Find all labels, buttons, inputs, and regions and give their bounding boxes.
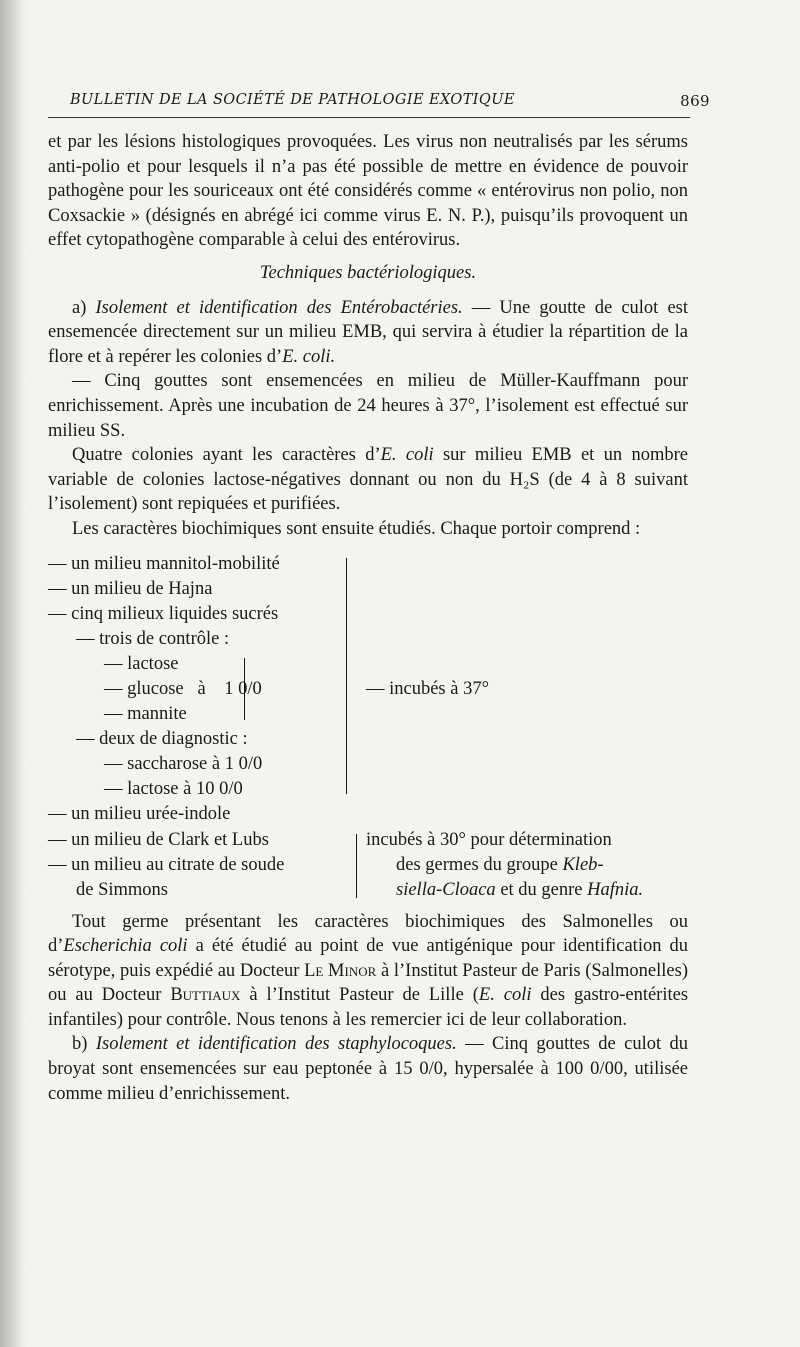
list-item: — glucose à 1 0/0 xyxy=(104,678,262,699)
brace-small xyxy=(244,658,245,720)
paragraph-cinq-gouttes: — Cinq gouttes sont ensemencées en milieu de Müller-Kauffmann pour enrichissement. Après une incubation de 24 heures à 37°, l’isolement est effectué sur milieu SS. xyxy=(48,371,688,441)
subsection-heading-a: Isolement et identification des Entérobactéries. xyxy=(95,297,463,318)
incubation-note-30: incubés à 30° pour détermination xyxy=(366,829,612,850)
page-number: 869 xyxy=(680,92,710,110)
paragraph-staphylocoques: b) Isolement et identification des staphylocoques. — Cinq gouttes de culot du broyat sont ensemencées sur eau peptonée à 15 0/0, hypersalée à 100 0/00, utilisée comme milieu d’enrichissement. xyxy=(48,1034,689,1104)
paragraph-enterobacteries: a) Isolement et identification des Entérobactéries. — Une goutte de culot est ensemencée directement sur un milieu EMB, qui servira à étudier la répartition de la flore et à repérer les colonies d’E. coli. xyxy=(48,297,688,367)
paragraph-quatre-colonies: Quatre colonies ayant les caractères d’E. coli sur milieu EMB et un nombre variable de colonies lactose-négatives donnant ou non du H₂S (de 4 à 8 suivant l’isolement) sont repiquées et purifiées. xyxy=(48,445,688,515)
paragraph-tout-germe: Tout germe présentant les caractères biochimiques des Salmonelles ou d’Escherichia coli a été étudié au point de vue antigénique pour identification du sérotype, puis expédié au Docteur Le Minor à l’Institut Pasteur de Paris (Salmonelles) ou au Docteur Buttiaux à l’Institut Pasteur de Lille (E. coli des gastro-entérites infantiles) pour contrôle. Nous tenons à les remercier ici de leur collaboration. xyxy=(48,911,689,1030)
paragraph-caracteres: Les caractères biochimiques sont ensuite étudiés. Chaque portoir comprend : xyxy=(72,518,641,539)
list-item: — mannite xyxy=(104,703,187,724)
section-title: Techniques bactériologiques. xyxy=(259,262,477,283)
list-item: — un milieu de Hajna xyxy=(48,578,213,599)
brace-incubation xyxy=(356,834,357,898)
list-item: — deux de diagnostic : xyxy=(76,728,248,749)
list-item: — lactose xyxy=(104,653,179,674)
header-rule xyxy=(48,117,690,118)
list-item: — un milieu mannitol-mobilité xyxy=(48,553,280,574)
running-header xyxy=(70,92,710,110)
list-item: de Simmons xyxy=(76,879,168,900)
list-item: — lactose à 10 0/0 xyxy=(104,778,243,799)
journal-title: BULLETIN DE LA SOCIÉTÉ DE PATHOLOGIE EXOTIQUE xyxy=(70,92,515,108)
paragraph-virus: et par les lésions histologiques provoquées. Les virus non neutralisés par les sérums anti-polio et pour lesquels il n’a pas été possible de mettre en évidence de pouvoir pathogène pour les souriceaux ont été considérés comme « entérovirus non polio, non Coxsackie » (désignés en abrégé ici comme virus E. N. P.), puisqu’ils provoquent un effet cytopathogène comparable à celui des entérovirus. xyxy=(48,132,688,251)
list-item: — saccharose à 1 0/0 xyxy=(104,753,263,774)
media-list xyxy=(48,552,688,900)
list-item: — cinq milieux liquides sucrés xyxy=(48,603,279,624)
list-item: — trois de contrôle : xyxy=(76,628,230,649)
list-item: — un milieu urée-indole xyxy=(48,803,231,824)
page-binding-shadow xyxy=(0,0,26,1347)
list-item: — un milieu au citrate de soude xyxy=(48,854,285,875)
brace-large xyxy=(346,558,347,794)
list-item: — un milieu de Clark et Lubs xyxy=(48,829,269,850)
incubation-note-30-line2: des germes du groupe Kleb- xyxy=(396,854,604,875)
incubation-note-37: — incubés à 37° xyxy=(366,678,489,699)
subsection-heading-b: Isolement et identification des staphylocoques. xyxy=(95,1034,457,1055)
page-body xyxy=(48,130,688,1106)
incubation-note-30-line3: siella-Cloaca et du genre Hafnia. xyxy=(396,879,644,900)
